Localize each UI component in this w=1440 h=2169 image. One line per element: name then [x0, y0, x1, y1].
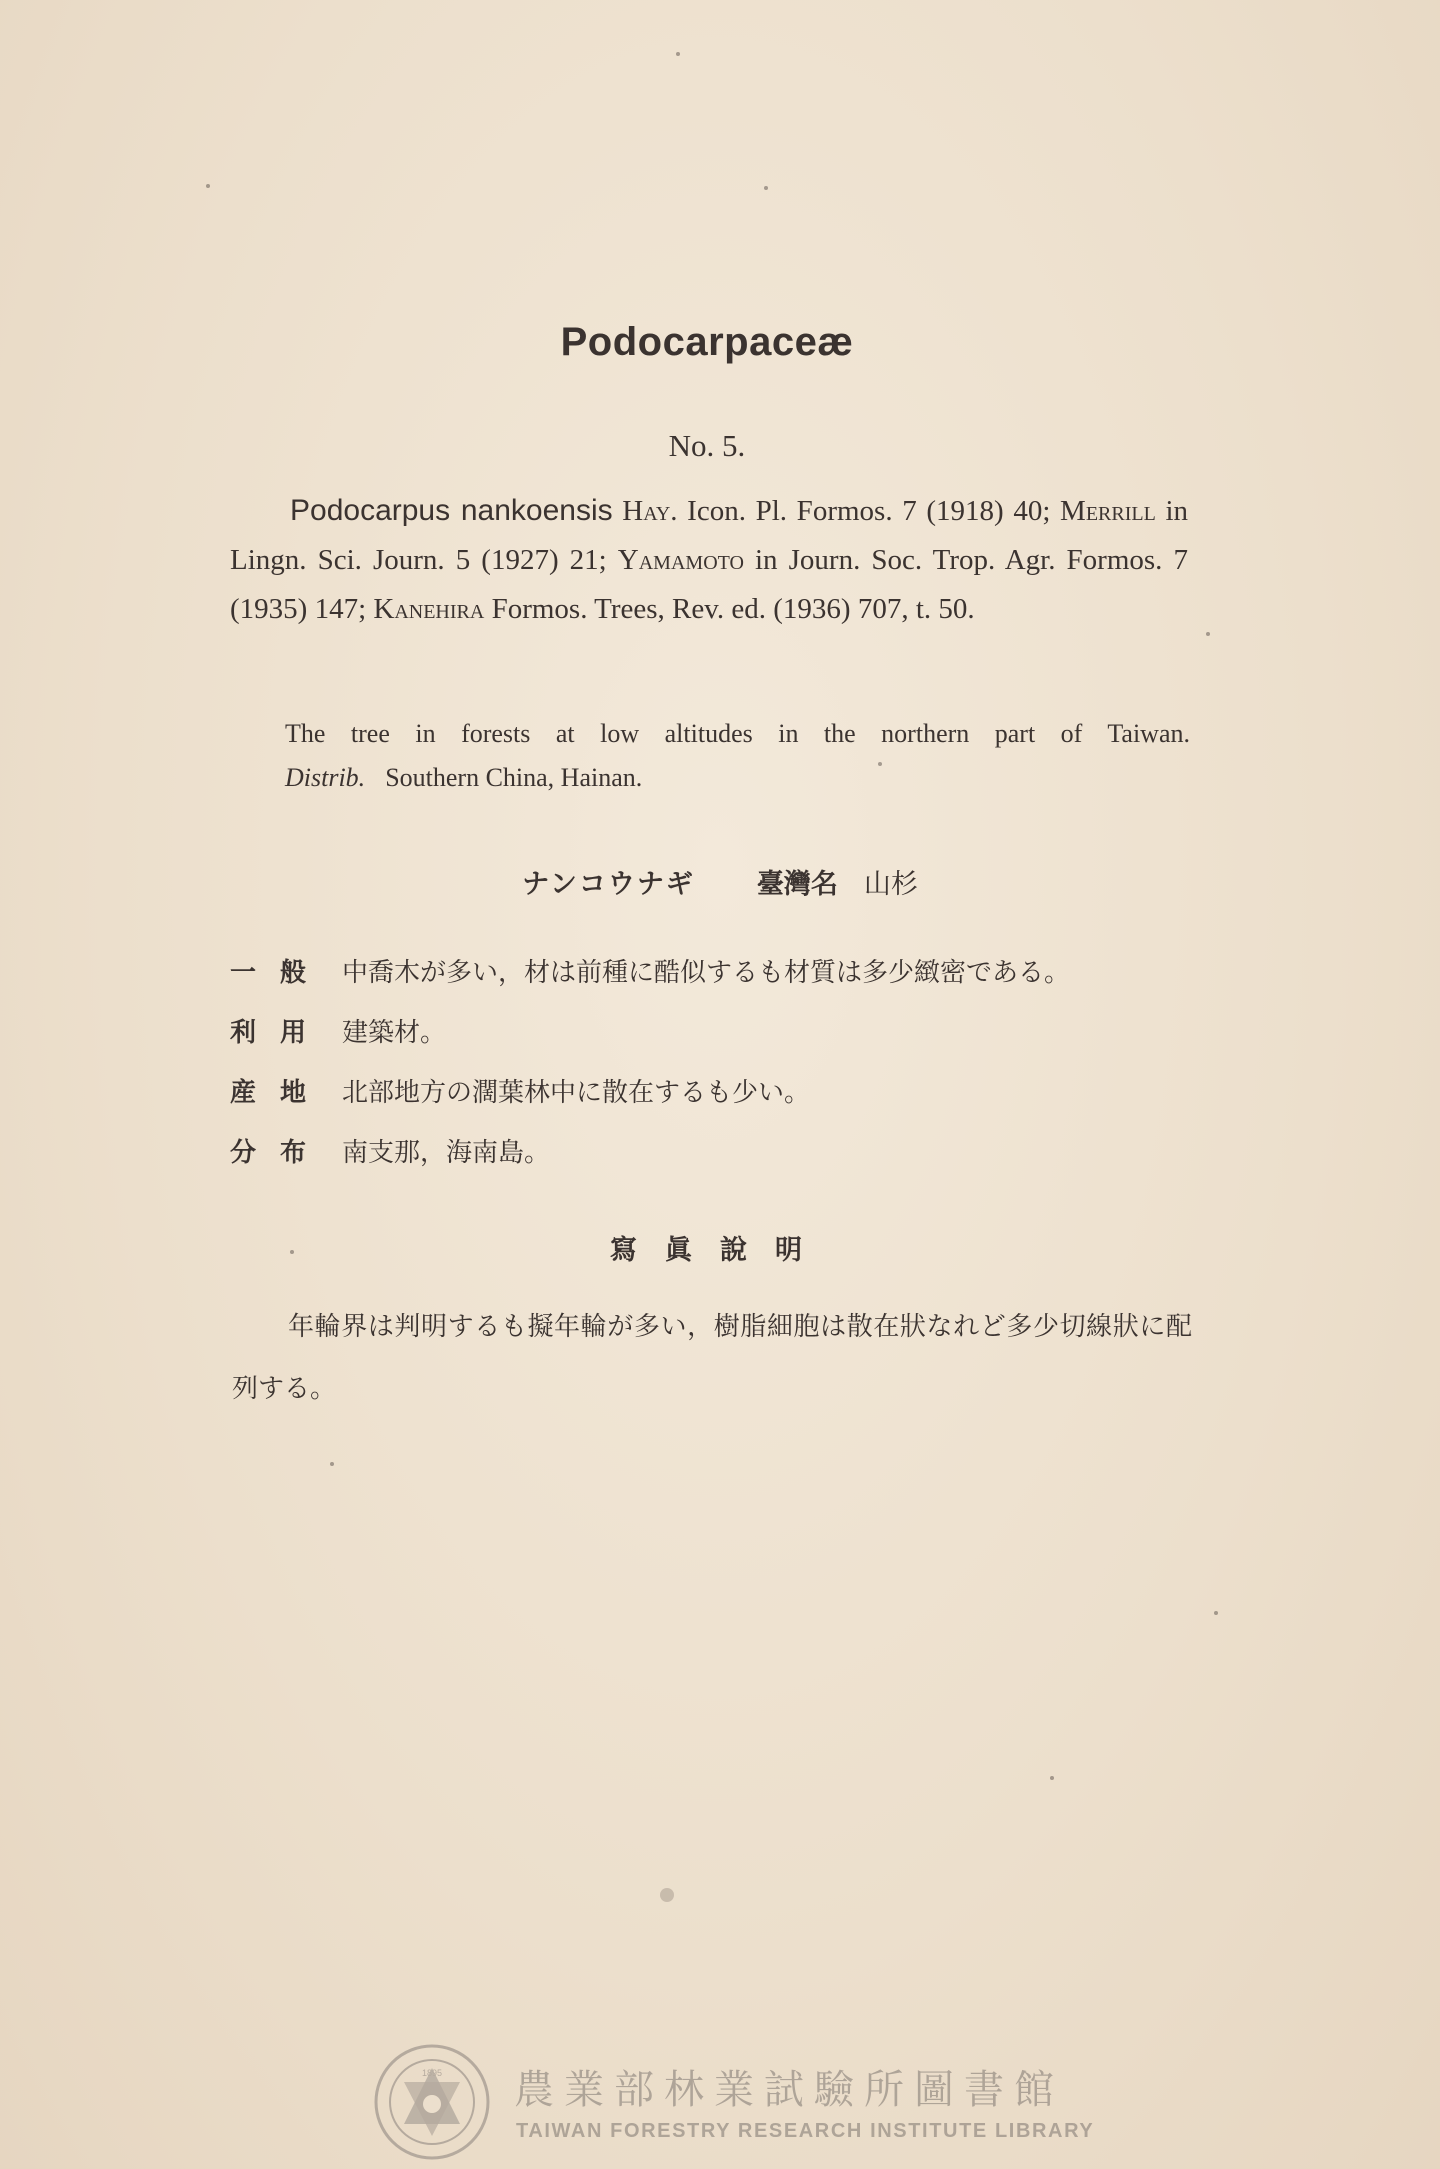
family-title: Podocarpaceæ [560, 320, 854, 364]
paper-speck [290, 1250, 294, 1254]
citation-author: Hay. [622, 495, 678, 527]
distribution-text: Southern China, Hainan. [385, 763, 643, 792]
paper-speck [1214, 1611, 1218, 1615]
habitat-text: The tree in forests at low altitudes in the northern part of Taiwan. [285, 719, 1190, 748]
detail-label: 産地 [230, 1077, 331, 1108]
citation-reference: Icon. Pl. Formos. 7 (1918) 40; [677, 495, 1051, 527]
detail-label: 分布 [230, 1137, 331, 1168]
library-name-chinese: 農業部林業試驗所圖書館 [514, 2067, 1064, 2113]
citation-reference: in Journ. Soc. Trop. Agr. Formos. 7 (1935) 147; [230, 544, 1188, 625]
detail-text: 中喬木が多い，材は前種に酷似するも材質は多少緻密である。 [342, 957, 1071, 988]
library-name-english: TAIWAN FORESTRY RESEARCH INSTITUTE LIBRARY [516, 2120, 1095, 2142]
citation-author: Kanehira [373, 593, 485, 625]
detail-label: 利用 [230, 1017, 331, 1048]
japanese-heading [0, 862, 1440, 901]
paper-speck [764, 186, 768, 190]
detail-text: 北部地方の濶葉林中に散在するも少い。 [342, 1077, 811, 1108]
detail-row [230, 1000, 1210, 1060]
seal-year: 1895 [421, 2068, 443, 2078]
citation-reference: in Lingn. Sci. Journ. 5 (1927) 21; [230, 495, 1189, 576]
citation-author: Merrill [1060, 495, 1156, 527]
japanese-name: ナンコウナギ [522, 869, 695, 900]
detail-row [230, 1060, 1210, 1120]
paper-speck [1050, 1776, 1054, 1780]
paper-speck [1206, 632, 1210, 636]
citation-reference: Formos. Trees, Rev. ed. (1936) 707, t. 50. [484, 593, 975, 625]
taiwan-name: 山杉 [863, 869, 918, 900]
species-name: Podocarpus nankoensis [290, 494, 613, 527]
detail-label: 一般 [230, 957, 331, 988]
detail-row [230, 1120, 1210, 1180]
distribution-line [285, 756, 1190, 800]
distribution-label: Distrib. [285, 763, 366, 792]
citation-paragraph [230, 486, 1188, 634]
photo-explanation-heading: 寫眞說明 [610, 1235, 830, 1266]
detail-text: 建築材。 [342, 1017, 447, 1048]
paper-speck [660, 1888, 674, 1902]
paper-speck [206, 184, 210, 188]
library-watermark [372, 2042, 1095, 2162]
taiwan-name-label: 臺灣名 [756, 869, 838, 900]
paper-speck [330, 1462, 334, 1466]
citation-text [230, 486, 1188, 634]
photo-explanation-text: 年輪界は判明するも擬年輪が多い，樹脂細胞は散在狀なれど多少切線狀に配列する。 [232, 1312, 1192, 1404]
japanese-details [230, 940, 1210, 1180]
library-seal-icon [372, 2042, 492, 2162]
paper-speck [676, 52, 680, 56]
detail-row [230, 940, 1210, 1000]
paper-speck [878, 762, 882, 766]
citation-author: Yamamoto [617, 544, 744, 576]
detail-text: 南支那，海南島。 [342, 1137, 551, 1168]
english-description [285, 712, 1190, 800]
entry-number: No. 5. [668, 428, 746, 463]
